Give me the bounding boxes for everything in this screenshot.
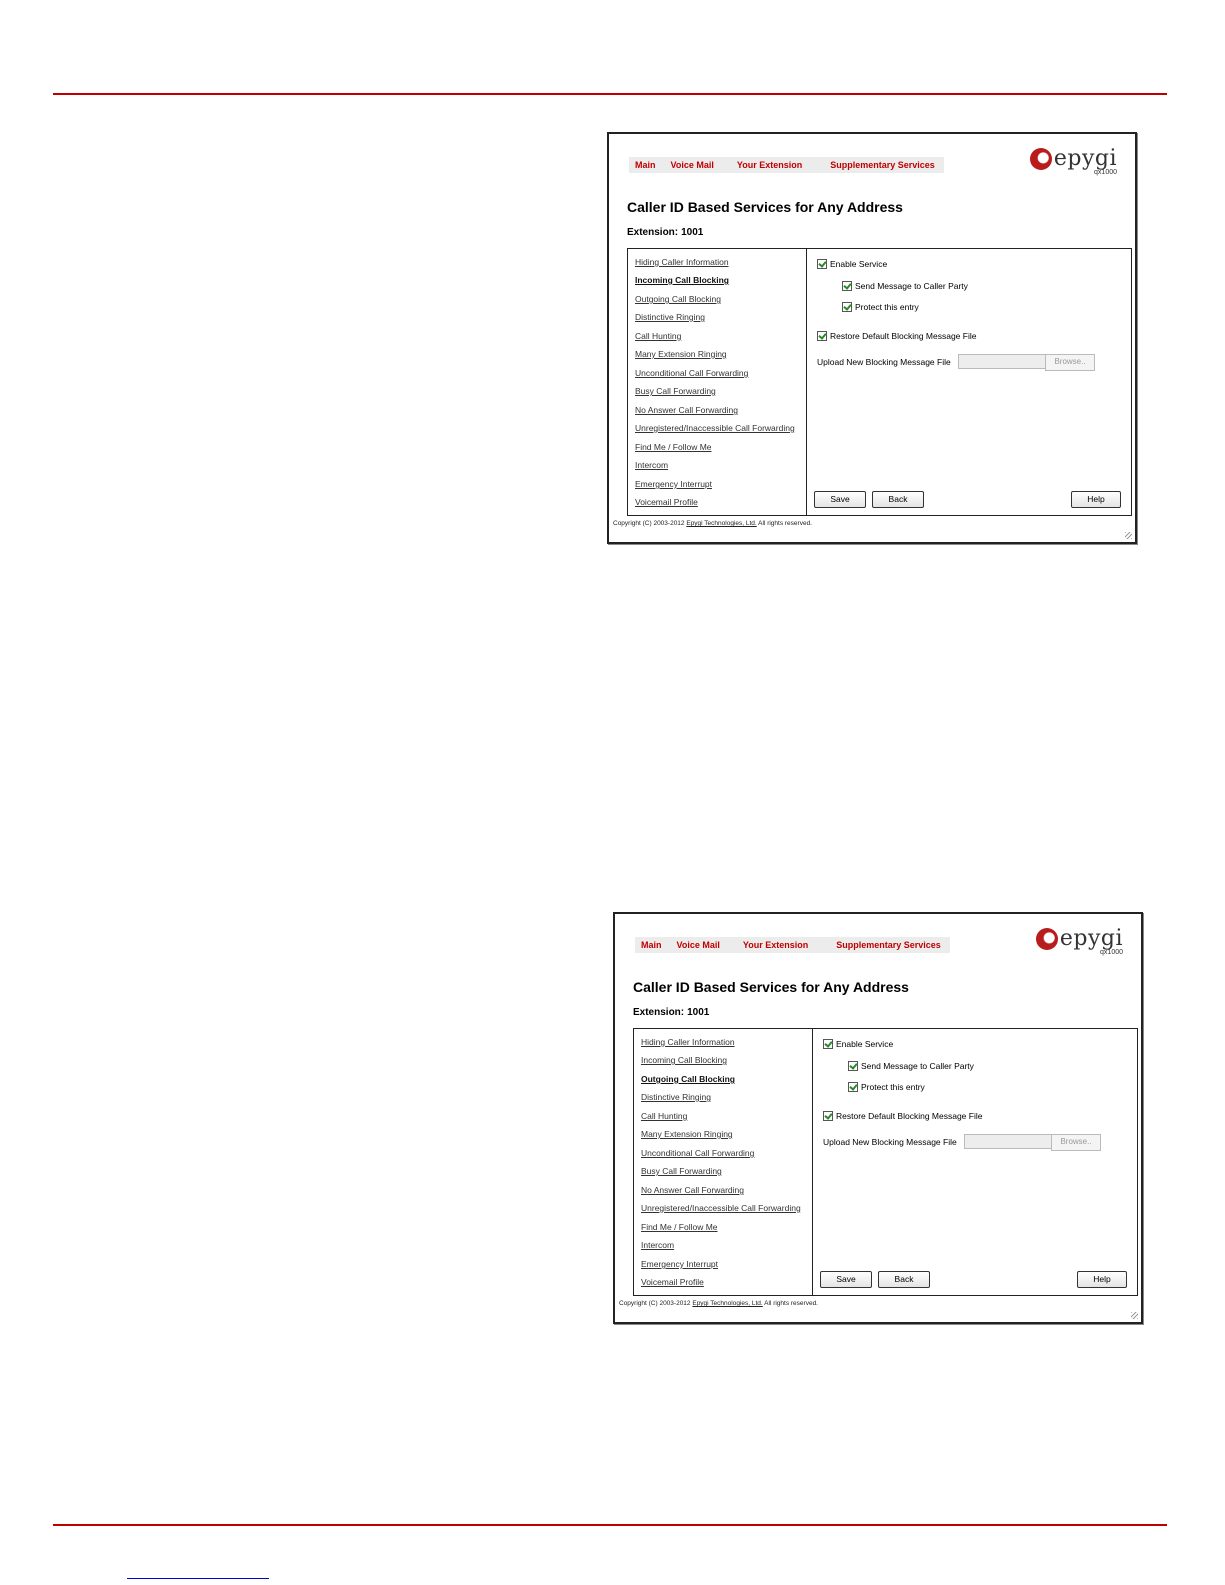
copyright-prefix: Copyright (C) 2003-2012 — [619, 1300, 693, 1307]
logo-model: qx1000 — [1094, 169, 1117, 176]
help-button[interactable]: Help — [1077, 1271, 1127, 1288]
nav-outgoing-call-blocking[interactable]: Outgoing Call Blocking — [635, 294, 721, 304]
resize-grip-icon[interactable] — [1131, 1312, 1138, 1319]
upload-label: Upload New Blocking Message File — [823, 1137, 957, 1147]
enable-service-label: Enable Service — [830, 259, 888, 269]
upload-file-input[interactable] — [958, 354, 1046, 369]
checkbox-checked-icon[interactable] — [823, 1111, 833, 1121]
extension-label: Extension: — [633, 1007, 685, 1018]
browse-button[interactable]: Browse.. — [1051, 1134, 1101, 1151]
nav-outgoing-call-blocking[interactable]: Outgoing Call Blocking — [641, 1074, 735, 1084]
copyright — [619, 1300, 818, 1307]
browse-button[interactable]: Browse.. — [1045, 354, 1095, 371]
nav-many-extension-ringing[interactable]: Many Extension Ringing — [635, 349, 727, 359]
restore-default-checkbox[interactable] — [817, 331, 976, 341]
epygi-logo — [1030, 146, 1117, 176]
nav-unconditional-call-forwarding[interactable]: Unconditional Call Forwarding — [635, 368, 749, 378]
top-menu-bar — [635, 937, 950, 953]
epygi-logo-icon — [1030, 148, 1052, 170]
settings-form — [813, 1029, 1137, 1295]
nav-call-hunting[interactable]: Call Hunting — [641, 1111, 688, 1121]
menu-supplementary-services[interactable]: Supplementary Services — [836, 940, 941, 950]
nav-find-me-follow-me[interactable]: Find Me / Follow Me — [641, 1222, 718, 1232]
nav-intercom[interactable]: Intercom — [635, 460, 669, 470]
send-message-label: Send Message to Caller Party — [861, 1061, 974, 1071]
back-button[interactable]: Back — [872, 491, 924, 508]
protect-entry-checkbox[interactable] — [848, 1082, 925, 1092]
checkbox-checked-icon[interactable] — [842, 302, 852, 312]
nav-find-me-follow-me[interactable]: Find Me / Follow Me — [635, 442, 712, 452]
nav-no-answer-call-forwarding[interactable]: No Answer Call Forwarding — [641, 1185, 744, 1195]
nav-distinctive-ringing[interactable]: Distinctive Ringing — [635, 312, 705, 322]
content-frame — [633, 1028, 1138, 1296]
nav-incoming-call-blocking[interactable]: Incoming Call Blocking — [641, 1055, 727, 1065]
nav-busy-call-forwarding[interactable]: Busy Call Forwarding — [635, 386, 716, 396]
extension-label: Extension: — [627, 227, 679, 238]
service-nav — [634, 1029, 813, 1295]
nav-incoming-call-blocking[interactable]: Incoming Call Blocking — [635, 275, 729, 285]
menu-your-extension[interactable]: Your Extension — [736, 160, 803, 170]
menu-voice-mail[interactable]: Voice Mail — [676, 940, 720, 950]
nav-unconditional-call-forwarding[interactable]: Unconditional Call Forwarding — [641, 1148, 755, 1158]
nav-voicemail-profile[interactable]: Voicemail Profile — [635, 497, 698, 507]
send-message-checkbox[interactable] — [848, 1061, 974, 1071]
settings-form — [807, 249, 1131, 515]
enable-service-label: Enable Service — [836, 1039, 894, 1049]
back-button[interactable]: Back — [878, 1271, 930, 1288]
nav-hiding-caller-information[interactable]: Hiding Caller Information — [635, 257, 729, 267]
footer-rule — [53, 1524, 1167, 1526]
epygi-logo — [1036, 926, 1123, 956]
restore-default-checkbox[interactable] — [823, 1111, 982, 1121]
logo-model: qx1000 — [1100, 949, 1123, 956]
upload-file-input[interactable] — [964, 1134, 1052, 1149]
content-frame — [627, 248, 1132, 516]
save-button[interactable]: Save — [814, 491, 866, 508]
menu-voice-mail[interactable]: Voice Mail — [670, 160, 714, 170]
extension-heading — [633, 1007, 712, 1018]
epygi-logo-icon — [1036, 928, 1058, 950]
menu-supplementary-services[interactable]: Supplementary Services — [830, 160, 935, 170]
nav-unregistered-call-forwarding[interactable]: Unregistered/Inaccessible Call Forwarding — [635, 423, 795, 433]
enable-service-checkbox[interactable] — [817, 259, 887, 269]
logo-brand: epygi — [1059, 926, 1123, 951]
menu-main[interactable]: Main — [635, 160, 656, 170]
checkbox-checked-icon[interactable] — [823, 1039, 833, 1049]
logo-brand: epygi — [1053, 146, 1117, 171]
nav-busy-call-forwarding[interactable]: Busy Call Forwarding — [641, 1166, 722, 1176]
resize-grip-icon[interactable] — [1125, 532, 1132, 539]
extension-value: 1001 — [681, 227, 704, 238]
nav-unregistered-call-forwarding[interactable]: Unregistered/Inaccessible Call Forwarding — [641, 1203, 801, 1213]
screenshot-outgoing-call-blocking — [613, 912, 1143, 1324]
extension-heading — [627, 227, 706, 238]
checkbox-checked-icon[interactable] — [848, 1082, 858, 1092]
nav-many-extension-ringing[interactable]: Many Extension Ringing — [641, 1129, 733, 1139]
enable-service-checkbox[interactable] — [823, 1039, 893, 1049]
restore-default-label: Restore Default Blocking Message File — [836, 1111, 983, 1121]
protect-entry-checkbox[interactable] — [842, 302, 919, 312]
copyright-link[interactable]: Epygi Technologies, Ltd. — [692, 1300, 763, 1307]
menu-your-extension[interactable]: Your Extension — [742, 940, 809, 950]
send-message-checkbox[interactable] — [842, 281, 968, 291]
nav-emergency-interrupt[interactable]: Emergency Interrupt — [641, 1259, 719, 1269]
nav-no-answer-call-forwarding[interactable]: No Answer Call Forwarding — [635, 405, 738, 415]
screenshot-incoming-call-blocking — [607, 132, 1137, 544]
page-title: Caller ID Based Services for Any Address — [627, 199, 903, 215]
protect-entry-label: Protect this entry — [861, 1082, 925, 1092]
top-menu-bar — [629, 157, 944, 173]
nav-call-hunting[interactable]: Call Hunting — [635, 331, 682, 341]
header-rule — [53, 93, 1167, 95]
nav-distinctive-ringing[interactable]: Distinctive Ringing — [641, 1092, 711, 1102]
footer-link-underline[interactable] — [127, 1578, 269, 1579]
copyright-suffix: All rights reserved. — [762, 1300, 818, 1307]
service-nav — [628, 249, 807, 515]
checkbox-checked-icon[interactable] — [817, 331, 827, 341]
nav-emergency-interrupt[interactable]: Emergency Interrupt — [635, 479, 713, 489]
copyright-prefix: Copyright (C) 2003-2012 — [613, 520, 687, 527]
checkbox-checked-icon[interactable] — [848, 1061, 858, 1071]
page-title: Caller ID Based Services for Any Address — [633, 979, 909, 995]
nav-hiding-caller-information[interactable]: Hiding Caller Information — [641, 1037, 735, 1047]
copyright — [613, 520, 812, 527]
nav-intercom[interactable]: Intercom — [641, 1240, 675, 1250]
help-button[interactable]: Help — [1071, 491, 1121, 508]
checkbox-checked-icon[interactable] — [817, 259, 827, 269]
copyright-suffix: All rights reserved. — [756, 520, 812, 527]
upload-label: Upload New Blocking Message File — [817, 357, 951, 367]
menu-main[interactable]: Main — [641, 940, 662, 950]
nav-voicemail-profile[interactable]: Voicemail Profile — [641, 1277, 704, 1287]
restore-default-label: Restore Default Blocking Message File — [830, 331, 977, 341]
send-message-label: Send Message to Caller Party — [855, 281, 968, 291]
extension-value: 1001 — [687, 1007, 710, 1018]
checkbox-checked-icon[interactable] — [842, 281, 852, 291]
copyright-link[interactable]: Epygi Technologies, Ltd. — [686, 520, 757, 527]
protect-entry-label: Protect this entry — [855, 302, 919, 312]
save-button[interactable]: Save — [820, 1271, 872, 1288]
